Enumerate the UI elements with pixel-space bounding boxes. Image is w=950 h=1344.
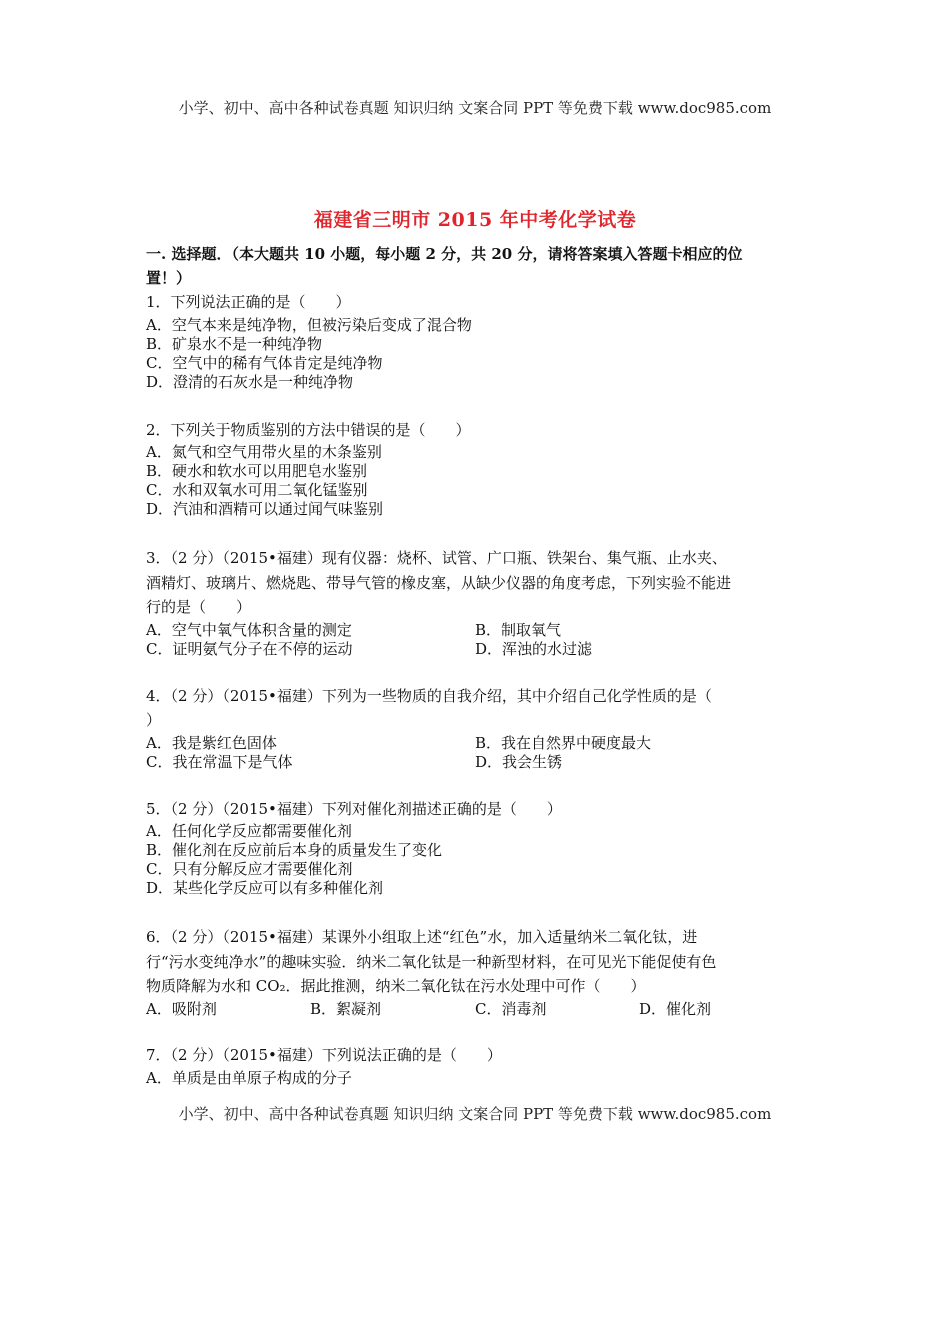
question-3-option-a: A．空气中氧气体积含量的测定 — [146, 621, 352, 639]
question-7-option-a: A．单质是由单原子构成的分子 — [146, 1069, 352, 1087]
question-6-stem-line2: 行“污水变纯净水”的趣味实验．纳米二氧化钛是一种新型材料，在可见光下能促使有色 — [146, 953, 717, 971]
question-3-option-b: B．制取氧气 — [475, 621, 562, 639]
question-5-stem: 5．（2 分）（2015•福建）下列对催化剂描述正确的是（ ） — [146, 800, 562, 818]
question-1-option-c: C．空气中的稀有气体肯定是纯净物 — [146, 354, 383, 372]
question-1-stem: 1．下列说法正确的是（ ） — [146, 293, 351, 311]
question-2-option-d: D．汽油和酒精可以通过闻气味鉴别 — [146, 500, 384, 518]
section-heading-line2: 置！） — [146, 269, 192, 287]
page-footer: 小学、初中、高中各种试卷真题 知识归纳 文案合同 PPT 等免费下载 www.doc985.com — [178, 1105, 772, 1123]
question-3-option-c: C．证明氨气分子在不停的运动 — [146, 640, 353, 658]
question-6-stem-line3: 物质降解为水和 CO₂．据此推测，纳米二氧化钛在污水处理中可作（ ） — [146, 977, 646, 995]
question-5-option-d: D．某些化学反应可以有多种催化剂 — [146, 879, 384, 897]
question-6-option-a: A．吸附剂 — [146, 1000, 217, 1018]
question-6-option-b: B．絮凝剂 — [310, 1000, 382, 1018]
question-4-option-a: A．我是紫红色固体 — [146, 734, 277, 752]
question-1-option-d: D．澄清的石灰水是一种纯净物 — [146, 373, 354, 391]
question-2-option-a: A．氮气和空气用带火星的木条鉴别 — [146, 443, 382, 461]
page-title: 福建省三明市 2015 年中考化学试卷 — [313, 209, 637, 231]
question-6-stem-line1: 6．（2 分）（2015•福建）某课外小组取上述“红色”水，加入适量纳米二氧化钛，进 — [146, 928, 698, 946]
question-1-option-b: B．矿泉水不是一种纯净物 — [146, 335, 323, 353]
question-6-option-d: D．催化剂 — [639, 1000, 712, 1018]
question-4-stem-line2: ） — [146, 711, 162, 729]
question-3-stem-line1: 3．（2 分）（2015•福建）现有仪器：烧杯、试管、广口瓶、铁架台、集气瓶、止水夹、 — [146, 549, 727, 567]
question-3-stem-line3: 行的是（ ） — [146, 598, 252, 616]
question-6-option-c: C．消毒剂 — [475, 1000, 547, 1018]
question-4-stem-line1: 4．（2 分）（2015•福建）下列为一些物质的自我介绍，其中介绍自己化学性质的是（ — [146, 687, 712, 705]
question-2-option-c: C．水和双氧水可用二氧化锰鉴别 — [146, 481, 368, 499]
question-4-option-c: C．我在常温下是气体 — [146, 753, 293, 771]
question-5-option-a: A．任何化学反应都需要催化剂 — [146, 822, 352, 840]
question-2-option-b: B．硬水和软水可以用肥皂水鉴别 — [146, 462, 368, 480]
question-7-stem: 7．（2 分）（2015•福建）下列说法正确的是（ ） — [146, 1046, 502, 1064]
question-2-stem: 2．下列关于物质鉴别的方法中错误的是（ ） — [146, 421, 471, 439]
question-1-option-a: A．空气本来是纯净物，但被污染后变成了混合物 — [146, 316, 472, 334]
question-4-option-d: D．我会生锈 — [475, 753, 563, 771]
question-5-option-c: C．只有分解反应才需要催化剂 — [146, 860, 353, 878]
question-3-stem-line2: 酒精灯、玻璃片、燃烧匙、带导气管的橡皮塞，从缺少仪器的角度考虑，下列实验不能进 — [146, 574, 732, 592]
question-4-option-b: B．我在自然界中硬度最大 — [475, 734, 652, 752]
question-5-option-b: B．催化剂在反应前后本身的质量发生了变化 — [146, 841, 443, 859]
section-heading-line1: 一. 选择题．（本大题共 10 小题，每小题 2 分，共 20 分，请将答案填入答题卡相应的位 — [146, 245, 743, 263]
page-header: 小学、初中、高中各种试卷真题 知识归纳 文案合同 PPT 等免费下载 www.doc985.com — [178, 99, 772, 117]
question-3-option-d: D．浑浊的水过滤 — [475, 640, 593, 658]
